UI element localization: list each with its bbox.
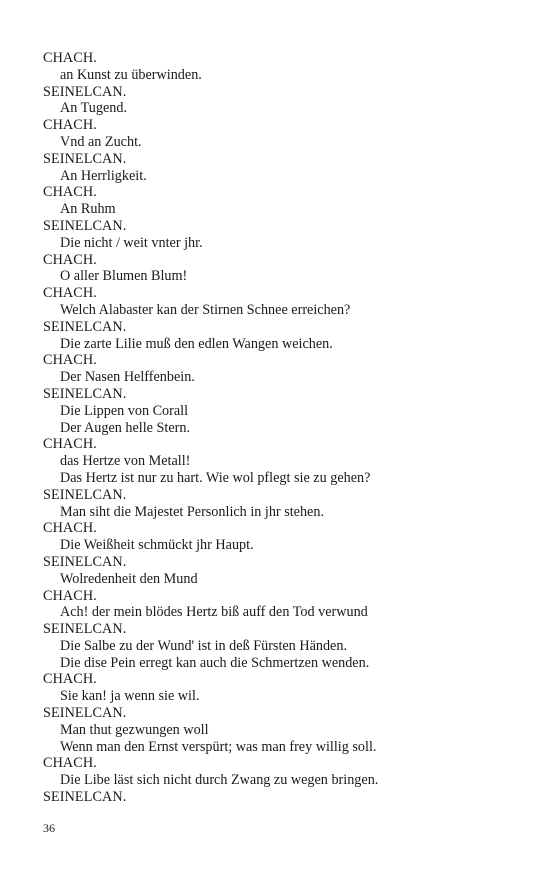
verse-line: Die Libe läst sich nicht durch Zwang zu wegen bringen. bbox=[60, 772, 379, 789]
speaker-name: CHACH. bbox=[43, 520, 97, 537]
verse-line: Die dise Pein erregt kan auch die Schmertzen wenden. bbox=[60, 654, 370, 671]
speaker-name: SEINELCAN. bbox=[43, 385, 127, 402]
verse-line: Der Augen helle Stern. bbox=[60, 419, 191, 436]
speaker-name: CHACH. bbox=[43, 50, 97, 66]
verse-line: Die Lippen von Corall bbox=[60, 402, 189, 419]
speaker-name: SEINELCAN. bbox=[43, 553, 127, 570]
verse-line: Wenn man den Ernst verspürt; was man frey willig soll. bbox=[60, 738, 377, 755]
verse-line: Man siht die Majestet Personlich in jhr stehen. bbox=[60, 503, 324, 520]
page-number: 36 bbox=[43, 821, 55, 835]
verse-line: Die nicht / weit vnter jhr. bbox=[60, 234, 203, 251]
verse-line: Die zarte Lilie muß den edlen Wangen weichen. bbox=[60, 335, 333, 352]
verse-line: Ach! der mein blödes Hertz biß auff den Tod verwund bbox=[60, 604, 368, 621]
speaker-name: SEINELCAN. bbox=[43, 705, 127, 722]
speaker-name: SEINELCAN. bbox=[43, 789, 127, 806]
speaker-name: CHACH. bbox=[43, 587, 97, 604]
verse-line: Die Salbe zu der Wund' ist in deß Fürsten Händen. bbox=[60, 637, 347, 654]
verse-line: Vnd an Zucht. bbox=[60, 133, 142, 150]
verse-line: O aller Blumen Blum! bbox=[60, 268, 188, 285]
verse-line: Sie kan! ja wenn sie wil. bbox=[60, 688, 200, 705]
verse-line: Man thut gezwungen woll bbox=[60, 721, 209, 738]
speaker-name: CHACH. bbox=[43, 251, 97, 268]
speaker-name: CHACH. bbox=[43, 117, 97, 134]
speaker-name: CHACH. bbox=[43, 671, 97, 688]
verse-line: an Kunst zu überwinden. bbox=[60, 66, 202, 83]
verse-line: An Ruhm bbox=[60, 201, 116, 218]
verse-line: An Tugend. bbox=[60, 100, 128, 117]
verse-line: Wolredenheit den Mund bbox=[60, 570, 198, 587]
verse-line: Welch Alabaster kan der Stirnen Schnee erreichen? bbox=[60, 301, 351, 318]
speaker-name: SEINELCAN. bbox=[43, 217, 127, 234]
speaker-name: CHACH. bbox=[43, 755, 97, 772]
play-text bbox=[43, 50, 523, 806]
speaker-name: CHACH. bbox=[43, 352, 97, 369]
speaker-name: CHACH. bbox=[43, 436, 97, 453]
speaker-name: SEINELCAN. bbox=[43, 83, 127, 100]
verse-line: An Herrligkeit. bbox=[60, 167, 147, 184]
speaker-name: CHACH. bbox=[43, 184, 97, 201]
verse-line: Die Weißheit schmückt jhr Haupt. bbox=[60, 537, 254, 554]
speaker-name: SEINELCAN. bbox=[43, 318, 127, 335]
verse-line: Das Hertz ist nur zu hart. Wie wol pflegt sie zu gehen? bbox=[60, 469, 371, 486]
speaker-name: CHACH. bbox=[43, 285, 97, 302]
verse-line: Der Nasen Helffenbein. bbox=[60, 369, 195, 386]
speaker-name: SEINELCAN. bbox=[43, 486, 127, 503]
speaker-name: SEINELCAN. bbox=[43, 150, 127, 167]
verse-line: das Hertze von Metall! bbox=[60, 453, 191, 470]
speaker-name: SEINELCAN. bbox=[43, 621, 127, 638]
